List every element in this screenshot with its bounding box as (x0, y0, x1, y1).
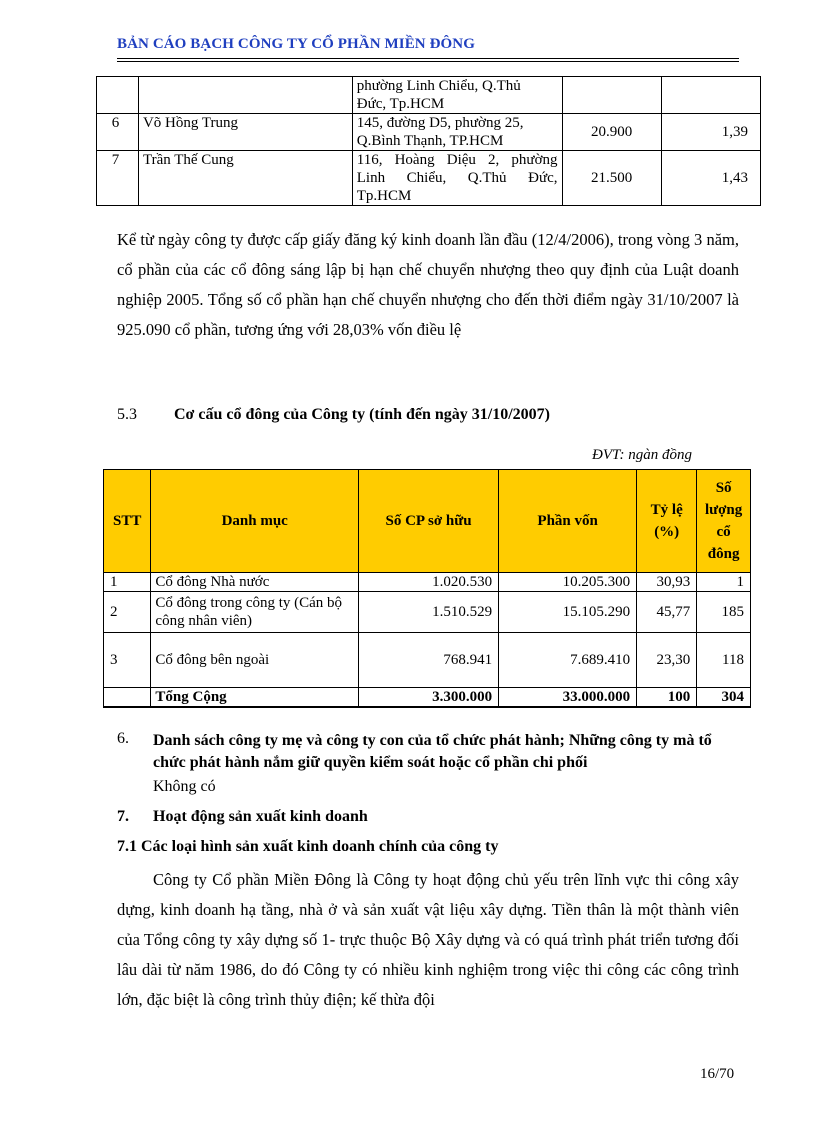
section-7-1-heading: 7.1 Các loại hình sản xuất kinh doanh chính của công ty (117, 838, 499, 855)
address-line: 116, Hoàng Diệu 2, phường (356, 152, 558, 168)
table-row (104, 633, 751, 688)
shareholder-table (96, 76, 761, 206)
cell-address (352, 114, 562, 151)
cell-count: 118 (697, 633, 751, 688)
cell-capital: 33.000.000 (499, 688, 637, 708)
cell-category: Cổ đông trong công ty (Cán bộ công nhân viên) (151, 592, 359, 633)
cell-category: Cổ đông bên ngoài (151, 633, 359, 688)
header-shares: Số CP sở hữu (358, 470, 498, 573)
paragraph-company-activity: Công ty Cổ phần Miền Đông là Công ty hoạt động chủ yếu trên lĩnh vực thi công xây dựng, kinh doanh hạ tầng, nhà ở và sản xuất vật liệu xây dựng. Tiền thân là một thành viên của Tổng công ty xây dựng số 1- trực thuộc Bộ Xây dựng và có quá trình phát triển tương đối lâu dài từ năm 1986, do đó Công ty có nhiều kinh nghiệm trong việc thi công các công trình lớn, đặc biệt là công trình thủy điện; kế thừa đội (117, 870, 739, 1009)
cell-name (138, 77, 352, 114)
cell-shares: 20.900 (562, 114, 661, 151)
paragraph-restriction: Kể từ ngày công ty được cấp giấy đăng ký kinh doanh lần đầu (12/4/2006), trong vòng 3 năm, cổ phần của các cổ đông sáng lập bị hạn chế chuyển nhượng theo quy định của Luật doanh nghiệp 2005. Tổng số cổ phần hạn chế chuyển nhượng cho đến thời điểm ngày 31/10/2007 là 925.090 cổ phần, tương ứng với 28,03% vốn điều lệ (117, 230, 739, 339)
address-line: Tp.HCM (356, 188, 412, 204)
table-header-row (104, 470, 751, 573)
address-line: Q.Bình Thạnh, TP.HCM (356, 133, 504, 149)
cell-count: 304 (697, 688, 751, 708)
section-title: Cơ cấu cổ đông của Công ty (tính đến ngày 31/10/2007) (174, 406, 551, 423)
section-6-body: Không có (153, 778, 216, 795)
cell-stt: 1 (104, 573, 151, 592)
cell-capital: 15.105.290 (499, 592, 637, 633)
table-row (104, 573, 751, 592)
cell-stt (97, 77, 139, 114)
header-ratio: Tỷ lệ (%) (637, 470, 697, 573)
table-row (97, 77, 761, 114)
header-stt: STT (104, 470, 151, 573)
cell-stt: 3 (104, 633, 151, 688)
header-rule-bottom (117, 61, 739, 62)
cell-percent: 1,39 (661, 114, 760, 151)
section-title: Hoạt động sản xuất kinh doanh (153, 808, 368, 825)
header-category: Danh mục (151, 470, 359, 573)
address-line: 145, đường D5, phường 25, (356, 115, 524, 131)
cell-capital: 10.205.300 (499, 573, 637, 592)
cell-capital: 7.689.410 (499, 633, 637, 688)
cell-stt: 7 (97, 151, 139, 206)
section-5-3-heading (117, 406, 550, 424)
section-number: 7. (117, 808, 129, 825)
unit-label: ĐVT: ngàn đồng (592, 447, 693, 463)
header-rule-top (117, 58, 739, 59)
page-number: 16/70 (700, 1066, 735, 1082)
document-header: BẢN CÁO BẠCH CÔNG TY CỔ PHẦN MIỀN ĐÔNG (117, 36, 475, 52)
table-row (104, 592, 751, 633)
cell-ratio: 100 (637, 688, 697, 708)
header-count: Số lượng cổ đông (697, 470, 751, 573)
address-line: phường Linh Chiểu, Q.Thủ (356, 78, 521, 94)
cell-category: Tổng Cộng (151, 688, 359, 708)
cell-shares: 3.300.000 (358, 688, 498, 708)
cell-percent (661, 77, 760, 114)
cell-stt: 2 (104, 592, 151, 633)
cell-count: 1 (697, 573, 751, 592)
header-capital: Phần vốn (499, 470, 637, 573)
cell-name: Trần Thế Cung (138, 151, 352, 206)
total-row (104, 688, 751, 708)
cell-shares (562, 77, 661, 114)
table-row (97, 114, 761, 151)
cell-percent: 1,43 (661, 151, 760, 206)
section-7-heading (117, 808, 368, 826)
structure-table (103, 469, 751, 708)
cell-stt: 6 (97, 114, 139, 151)
cell-address (352, 77, 562, 114)
cell-count: 185 (697, 592, 751, 633)
cell-shares: 21.500 (562, 151, 661, 206)
address-line: Linh Chiểu, Q.Thủ Đức, (356, 170, 558, 186)
cell-ratio: 45,77 (637, 592, 697, 633)
section-number: 6. (117, 730, 129, 747)
cell-ratio: 23,30 (637, 633, 697, 688)
cell-name: Võ Hồng Trung (138, 114, 352, 151)
address-line: Đức, Tp.HCM (356, 96, 445, 112)
cell-ratio: 30,93 (637, 573, 697, 592)
cell-shares: 1.510.529 (358, 592, 498, 633)
section-title: Danh sách công ty mẹ và công ty con của tổ chức phát hành; Những công ty mà tổ chức phát hành nắm giữ quyền kiểm soát hoặc cổ phần chi phối (153, 732, 712, 771)
cell-shares: 768.941 (358, 633, 498, 688)
section-number: 5.3 (117, 406, 137, 423)
table-row (97, 151, 761, 206)
cell-address (352, 151, 562, 206)
cell-stt (104, 688, 151, 708)
cell-shares: 1.020.530 (358, 573, 498, 592)
cell-category: Cổ đông Nhà nước (151, 573, 359, 592)
